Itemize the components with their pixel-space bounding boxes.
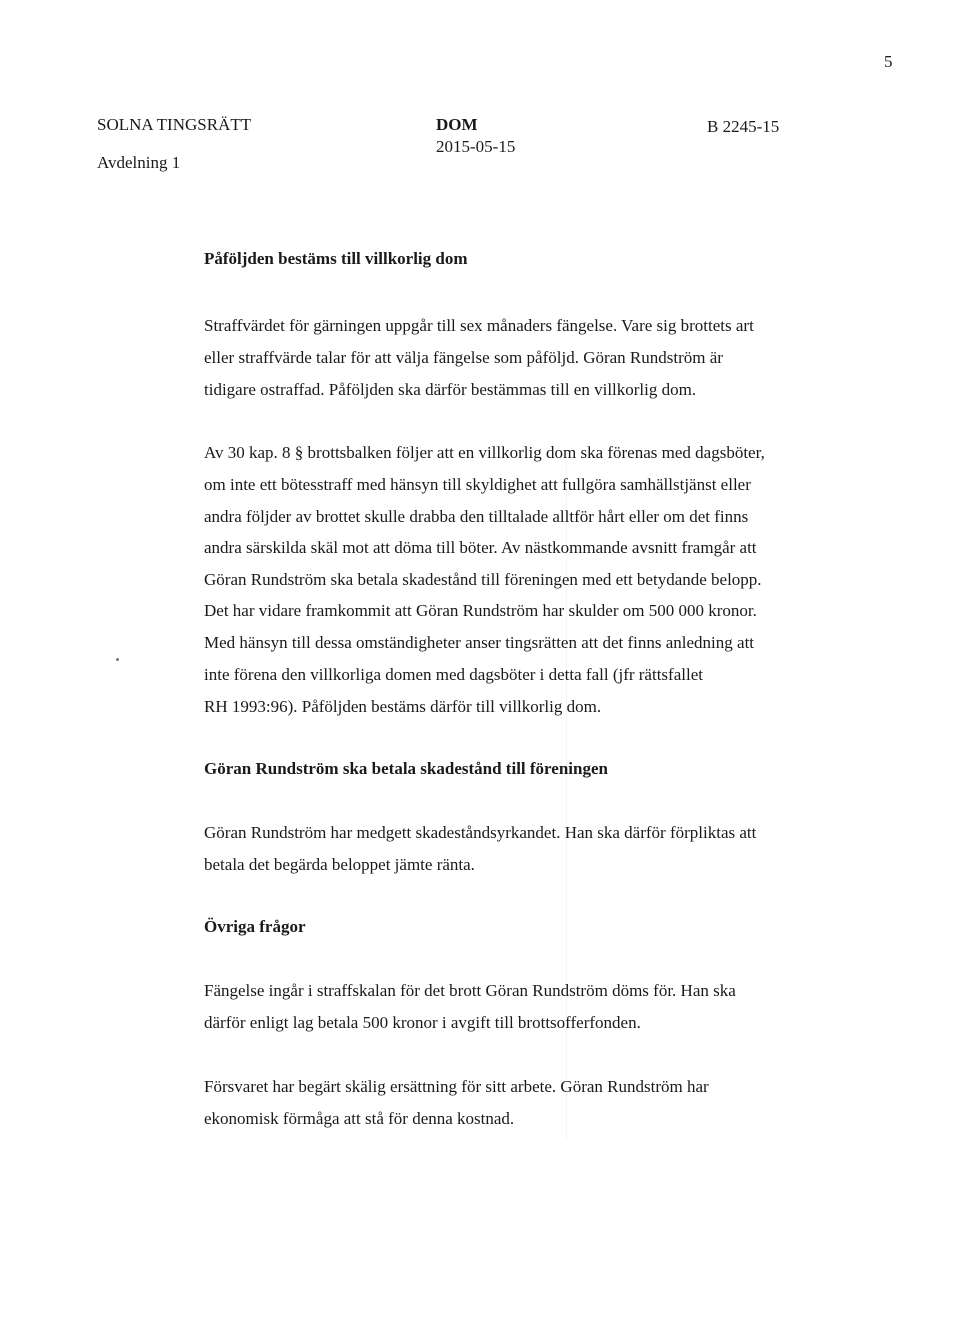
section-heading-damages: Göran Rundström ska betala skadestånd till föreningen — [204, 759, 608, 778]
paragraph-line: tidigare ostraffad. Påföljden ska därför bestämmas till en villkorlig dom. — [204, 380, 697, 399]
paragraph-line: andra särskilda skäl mot att döma till böter. Av nästkommande avsnitt framgår att — [204, 538, 757, 557]
paragraph-line: Fängelse ingår i straffskalan för det brott Göran Rundström döms för. Han ska — [204, 981, 736, 1000]
case-number: B 2245-15 — [707, 117, 780, 136]
paragraph-line: Straffvärdet för gärningen uppgår till sex månaders fängelse. Vare sig brottets art — [204, 316, 754, 335]
paragraph-line: RH 1993:96). Påföljden bestäms därför till villkorlig dom. — [204, 697, 602, 716]
paragraph-line: Göran Rundström ska betala skadestånd till föreningen med ett betydande belopp. — [204, 570, 762, 589]
paragraph-line: Av 30 kap. 8 § brottsbalken följer att en villkorlig dom ska förenas med dagsböter, — [204, 443, 765, 462]
paragraph-line: om inte ett bötesstraff med hänsyn till skyldighet att fullgöra samhällstjänst eller — [204, 475, 751, 494]
document-date: 2015-05-15 — [436, 137, 516, 156]
paragraph-line: Göran Rundström har medgett skadeståndsyrkandet. Han ska därför förpliktas att — [204, 823, 757, 842]
section-heading-penalty: Påföljden bestäms till villkorlig dom — [204, 249, 468, 268]
document-type: DOM — [436, 115, 478, 134]
scan-artifact-dot — [116, 658, 119, 661]
paragraph-line: därför enligt lag betala 500 kronor i avgift till brottsofferfonden. — [204, 1013, 641, 1032]
page-number: 5 — [884, 52, 893, 71]
paragraph-line: Med hänsyn till dessa omständigheter anser tingsrätten att det finns anledning att — [204, 633, 755, 652]
court-name: SOLNA TINGSRÄTT — [97, 115, 252, 134]
paragraph-line: eller straffvärde talar för att välja fängelse som påföljd. Göran Rundström är — [204, 348, 723, 367]
paragraph-line: Det har vidare framkommit att Göran Rundström har skulder om 500 000 kronor. — [204, 601, 757, 620]
paragraph-line: betala det begärda beloppet jämte ränta. — [204, 855, 475, 874]
paragraph-line: Försvaret har begärt skälig ersättning för sitt arbete. Göran Rundström har — [204, 1077, 709, 1096]
scan-fold-line — [566, 460, 567, 1140]
paragraph-line: inte förena den villkorliga domen med dagsböter i detta fall (jfr rättsfallet — [204, 665, 703, 684]
section-heading-other-issues: Övriga frågor — [204, 917, 306, 936]
court-division: Avdelning 1 — [97, 153, 181, 172]
paragraph-line: andra följder av brottet skulle drabba den tilltalade alltför hårt eller om det finns — [204, 507, 749, 526]
paragraph-line: ekonomisk förmåga att stå för denna kostnad. — [204, 1109, 515, 1128]
